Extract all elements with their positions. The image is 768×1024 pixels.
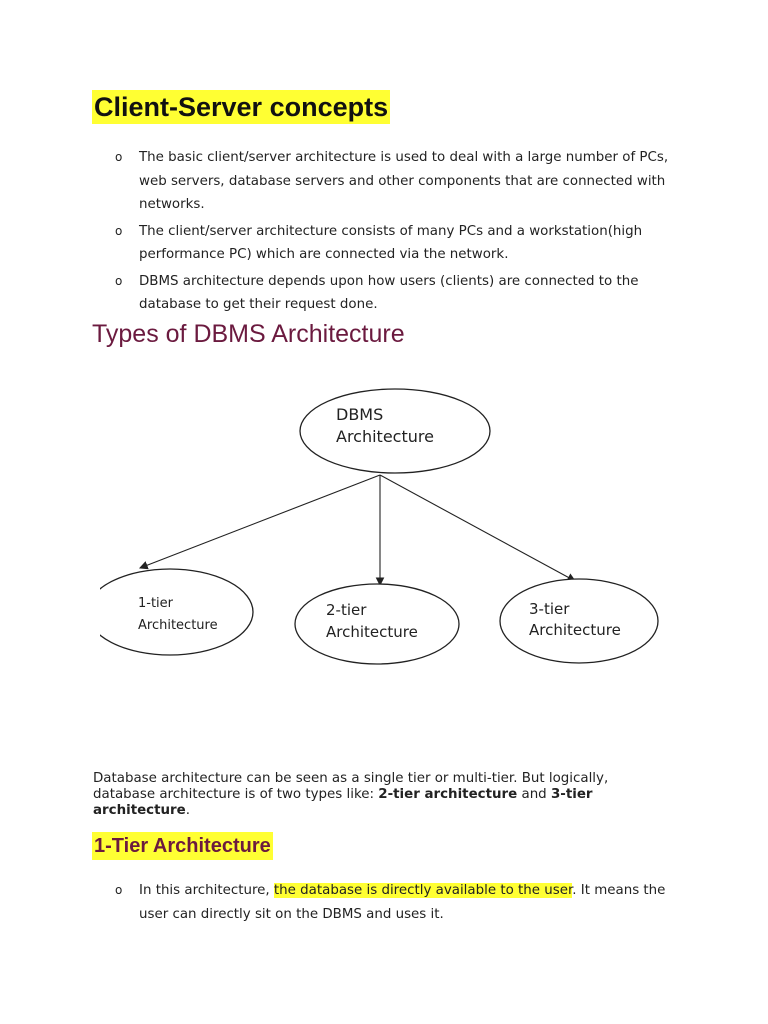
tier1-bullet-list — [115, 879, 685, 929]
intro-bullet-list — [115, 146, 685, 320]
list-item — [115, 146, 685, 217]
bullet-text: DBMS architecture depends upon how users (clients) are connected to the database to get their request done. — [139, 273, 639, 312]
paragraph-text-1: Database architecture can be seen as a single tier or multi-tier. But logically, database architecture is of two types like: — [93, 771, 609, 802]
bullet-marker: o — [115, 273, 123, 288]
paragraph-text-2: and — [517, 787, 551, 802]
bullet-text: The client/server architecture consists of many PCs and a workstation(high performance PC) which are connected via the network. — [139, 223, 643, 262]
node-1-tier-label-line1: 1-tier — [138, 596, 174, 611]
section-heading-types: Types of DBMS Architecture — [92, 320, 405, 348]
paragraph-bold-2-tier: 2-tier architecture — [378, 787, 518, 802]
list-item — [115, 879, 685, 926]
dbms-architecture-diagram — [100, 385, 670, 685]
root-node-label-line2: Architecture — [336, 427, 434, 446]
bullet-marker: o — [115, 883, 123, 897]
section-heading-1-tier: 1-Tier Architecture — [92, 832, 273, 860]
arrow-to-1-tier — [140, 475, 380, 568]
page-title: Client-Server concepts — [94, 92, 389, 122]
paragraph-bold-3-tier: 3-tier architecture — [93, 787, 593, 818]
bullet-text-post: . It means the user can directly sit on the DBMS and uses it. — [139, 883, 666, 922]
bullet-marker: o — [115, 150, 123, 164]
arrow-to-3-tier — [380, 475, 575, 581]
node-3-tier-label-line1: 3-tier — [529, 600, 570, 618]
list-item — [115, 270, 685, 317]
bullet-text: The basic client/server architecture is used to deal with a large number of PCs, web servers, database servers and other components that are connected with networks. — [139, 150, 669, 212]
bullet-marker: o — [115, 223, 123, 238]
bullet-text-pre: In this architecture, — [139, 883, 274, 898]
node-3-tier-label-line2: Architecture — [529, 621, 621, 639]
node-1-tier-label-line2: Architecture — [138, 618, 218, 633]
paragraph-text-3: . — [185, 803, 191, 818]
node-2-tier-label-line1: 2-tier — [326, 601, 367, 619]
node-1-tier-ellipse — [100, 569, 253, 655]
node-2-tier-label-line2: Architecture — [326, 623, 418, 641]
architecture-paragraph — [93, 771, 653, 819]
root-node-label-line1: DBMS — [336, 405, 384, 424]
list-item — [115, 220, 685, 267]
highlighted-text: the database is directly available to the user — [273, 883, 573, 898]
